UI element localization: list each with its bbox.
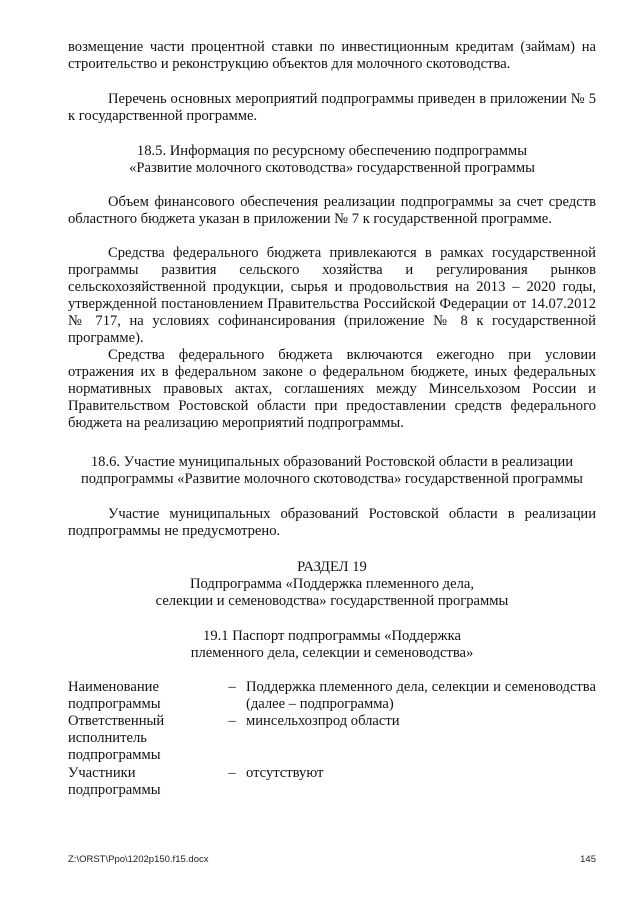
section-subtitle: селекции и семеноводства» государственной программы xyxy=(155,593,509,609)
paragraph-municipal-participation xyxy=(68,506,596,540)
passport-dash: – xyxy=(228,679,236,695)
paragraph-text: Перечень основных мероприятий подпрограммы приведен в приложении № 5 к государственной программе. xyxy=(68,91,596,124)
footer-file-path: Z:\ORST\Ppo\1202p150.f15.docx xyxy=(68,854,209,865)
passport-label: Наименование подпрограммы xyxy=(68,679,161,712)
passport-label: Ответственный исполнитель подпрограммы xyxy=(68,713,165,763)
heading-line: подпрограммы «Развитие молочного скотоводства» государственной программы xyxy=(80,471,583,487)
paragraph-federal-budget xyxy=(68,245,596,347)
paragraph-text: Объем финансового обеспечения реализации подпрограммы за счет средств областного бюджета указан в приложении № 7 к государственной программе. xyxy=(68,194,596,227)
heading-18-5 xyxy=(68,143,596,177)
passport-row-participants xyxy=(68,765,596,799)
paragraph-regional-budget xyxy=(68,194,596,228)
heading-line: 18.5. Информация по ресурсному обеспечению подпрограммы xyxy=(136,143,528,159)
passport-value: минсельхозпрод области xyxy=(246,713,400,729)
heading-line: «Развитие молочного скотоводства» государственной программы xyxy=(129,160,535,176)
passport-row-name xyxy=(68,679,596,713)
section-subtitle: Подпрограмма «Поддержка племенного дела, xyxy=(190,576,474,592)
passport-row-executor xyxy=(68,713,596,764)
paragraph-federal-inclusion xyxy=(68,347,596,432)
paragraph-text: Средства федерального бюджета включаются ежегодно при условии отражения их в федеральном законе о федеральном бюджете, иных федеральных нормативных правовых актах, соглашениях между Минсельхозом России и Правительством Ростовской области при предоставлении средств федерального бюджета на реализацию мероприятий подпрограммы. xyxy=(68,347,596,431)
footer-page-number: 145 xyxy=(580,854,596,865)
section-title: РАЗДЕЛ 19 xyxy=(297,559,367,575)
passport-heading xyxy=(68,628,596,662)
passport-title: 19.1 Паспорт подпрограммы «Поддержка xyxy=(203,628,461,644)
paragraph-text: Участие муниципальных образований Ростовской области в реализации подпрограммы не предусмотрено. xyxy=(68,506,596,539)
passport-title: племенного дела, селекции и семеноводства» xyxy=(190,645,474,661)
section-19-heading xyxy=(68,559,596,610)
paragraph-activities-list xyxy=(68,91,596,125)
passport-value: Поддержка племенного дела, селекции и семеноводства (далее – подпрограмма) xyxy=(246,679,596,712)
paragraph-text: возмещение части процентной ставки по инвестиционным кредитам (займам) на строительство и реконструкцию объектов для молочного скотоводства. xyxy=(68,39,596,72)
heading-18-6 xyxy=(68,454,596,488)
heading-line: 18.6. Участие муниципальных образований Ростовской области в реализации xyxy=(90,454,574,470)
passport-dash: – xyxy=(228,713,236,729)
paragraph-interest-compensation xyxy=(68,39,596,73)
passport-label: Участники подпрограммы xyxy=(68,765,161,798)
passport-dash: – xyxy=(228,765,236,781)
paragraph-text: Средства федерального бюджета привлекаются в рамках государственной программы развития сельского хозяйства и регулирования рынков сельскохозяйственной продукции, сырья и продовольствия на 2013 – 2020 годы, утвержденной постановлением Правительства Российской Федерации от 14.07.2012 № 717, на условиях софинансирования (приложение № 8 к государственной программе). xyxy=(68,245,596,346)
passport-value: отсутствуют xyxy=(246,765,324,781)
